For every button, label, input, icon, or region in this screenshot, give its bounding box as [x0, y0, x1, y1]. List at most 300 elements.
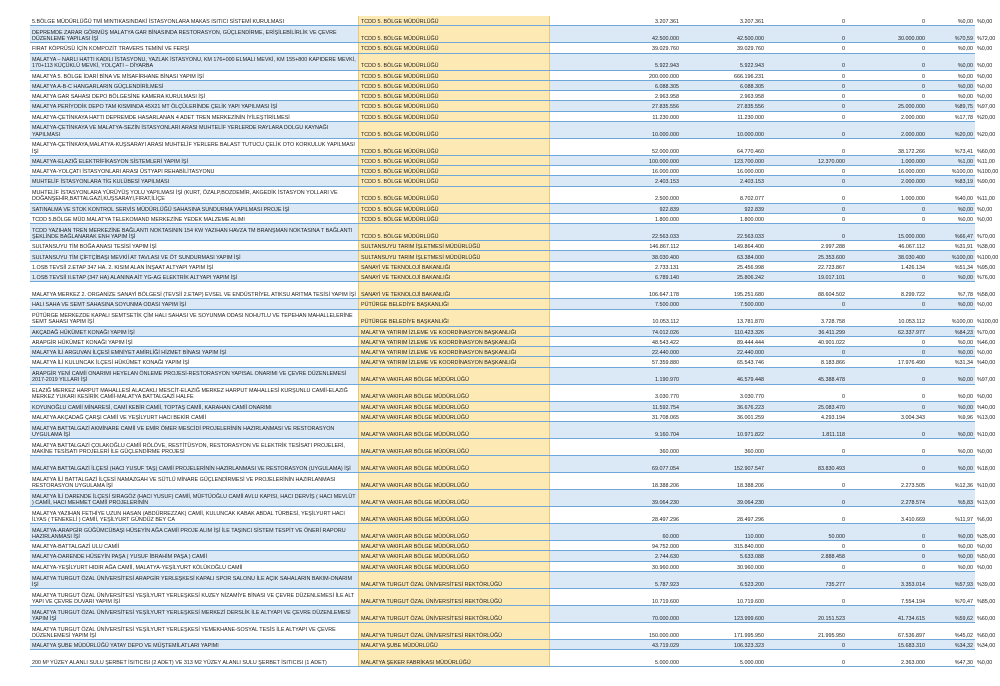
previous-spending-cell: 0 [842, 114, 845, 121]
physical-rate-cell: %46,00 [977, 339, 996, 346]
cash-rate-cell: %57,93 [954, 581, 973, 588]
physical-rate-cell: %40,00 [977, 404, 996, 411]
total-cost-cell: 25.806.242 [737, 275, 764, 282]
project-name-cell: SULTANSUYU TİM ÇİFTÇİBAŞI MEVKİİ AT TAVLASI VE ÖT SUNDURMASI YAPIM İŞİ [32, 254, 241, 261]
table-row [30, 81, 993, 91]
physical-rate-cell: %60,00 [977, 632, 996, 639]
organization-cell: TCDD 5. BÖLGE MÜDÜRLÜĞÜ [358, 122, 550, 138]
total-cost-cell: 10.971.822 [737, 431, 764, 438]
cash-rate-cell: %0,00 [957, 83, 973, 90]
organization-cell: MALATYA ŞEKER FABRİKASI MÜDÜRLÜĞÜ [358, 650, 550, 666]
current-spending-cell: 0 [922, 73, 925, 80]
previous-spending-cell: 12.370.000 [818, 158, 845, 165]
allocation-cell: 3.030.770 [655, 394, 679, 401]
project-name-cell: FIRAT KÖPRÜSÜ İÇİN KOMPOZİT TRAVERS TEMİNİ VE FERŞİ [32, 46, 190, 53]
previous-spending-cell: 0 [842, 196, 845, 203]
allocation-cell: 1.190.970 [655, 377, 679, 384]
table-row [30, 541, 993, 551]
allocation-cell: 10.000.000 [652, 131, 679, 138]
allocation-cell: 38.030.400 [652, 254, 679, 261]
project-name-cell: MALATYA-ÇETİNKAYA,MALATYA-KUŞSARAYI ARASI MUHTELİF YERLERE BALAST TUTUCU ÇELİK OTO KORKULUK YAPILMASI İŞİ [32, 142, 355, 155]
previous-spending-cell: 4.293.194 [821, 414, 845, 421]
organization-cell: MALATYA TURGUT ÖZAL ÜNİVERSİTESİ REKTÖRLÜĞÜ [358, 572, 550, 588]
total-cost-cell: 149.864.400 [734, 244, 764, 251]
current-spending-cell: 62.337.977 [898, 329, 925, 336]
project-name-cell: ELAZIĞ MERKEZ HARPUT MAHALLESİ ALACAKLI MESCİT-ELAZIĞ MERKEZ HARPUT MAHALLESİ KURŞUNLU CAMİİ-ELAZIĞ MERKEZ YUKARI KESİRİK CAMİİ-MALATYA BATTALGAZİ HALFE [32, 388, 348, 401]
organization-cell: TCDD 5. BÖLGE MÜDÜRLÜĞÜ [358, 139, 550, 155]
total-cost-cell: 16.000.000 [737, 169, 764, 176]
total-cost-cell: 123.999.600 [734, 615, 764, 622]
allocation-cell: 31.708.065 [652, 414, 679, 421]
current-spending-cell: 3.353.014 [901, 581, 925, 588]
project-name-cell: MALATYA İLİ KULUNCAK İLÇESİ HÜKÜMET KONAĞI YAPIM İŞİ [32, 360, 190, 367]
current-spending-cell: 0 [922, 564, 925, 571]
previous-spending-cell: 0 [842, 350, 845, 357]
project-name-cell: ARAPGİR YENİ CAMİİ ONARIMI HEYELAN ÖNLEME PROJESİ-RESTORASYON YAPISAL ONARIMI VE ÇEVRE DÜZENLEMESİ 2017-2019 YILLARI İŞİ [32, 371, 347, 384]
table-row [30, 402, 996, 412]
project-name-cell: HALI SAHA VE SEMT SAHASINA SOYUNMA ODASI YAPIM İŞİ [32, 302, 186, 309]
total-cost-cell: 39.064.230 [737, 499, 764, 506]
current-spending-cell: 3.410.669 [901, 516, 925, 523]
allocation-cell: 10.719.600 [652, 598, 679, 605]
project-name-cell: MALATYA BATTALGAZİ İLÇESİ (HACI YUSUF TAŞ) CAMİİ PROJELERİNİN HAZIRLANMASI VE RESTORASYON (UYGULAMA) İŞİ [32, 465, 351, 472]
allocation-cell: 39.029.760 [652, 46, 679, 53]
previous-spending-cell: 0 [842, 206, 845, 213]
previous-spending-cell: 2.997.288 [821, 244, 845, 251]
table-row [30, 91, 993, 101]
current-spending-cell: 2.363.000 [901, 659, 925, 666]
total-cost-cell: 89.444.444 [737, 339, 764, 346]
previous-spending-cell: 2.888.458 [821, 554, 845, 561]
allocation-cell: 42.500.000 [652, 36, 679, 43]
previous-spending-cell: 0 [842, 544, 845, 551]
previous-spending-cell: 19.017.101 [818, 275, 845, 282]
allocation-cell: 7.500.000 [655, 302, 679, 309]
organization-cell: SULTANSUYU TARIM İŞLETMESİ MÜDÜRLÜĞÜ [358, 241, 550, 250]
physical-rate-cell: %18,00 [977, 465, 996, 472]
previous-spending-cell: 25.353.600 [818, 254, 845, 261]
project-name-cell: MALATYA-YOLÇATI İSTASYONLARI ARASI ÜSTYAPI REHABİLİTASYONU [32, 169, 215, 176]
organization-cell: SANAYİ VE TEKNOLOJİ BAKANLIĞI [358, 272, 550, 281]
organization-cell: MALATYA YATIRIM İZLEME VE KOORDİNASYON BAŞKANLIĞI [358, 357, 550, 366]
project-name-cell: ARAPGİR HÜKÜMET KONAĞI YAPIM İŞİ [32, 339, 133, 346]
cash-rate-cell: %0,00 [957, 465, 973, 472]
previous-spending-cell: 0 [842, 302, 845, 309]
total-cost-cell: 315.840.000 [734, 544, 764, 551]
table-row [30, 71, 993, 81]
organization-cell: MALATYA VAKIFLAR BÖLGE MÜDÜRLÜĞÜ [358, 541, 550, 550]
allocation-cell: 360.000 [659, 448, 679, 455]
cash-rate-cell: %0,00 [957, 350, 973, 357]
physical-rate-cell: %50,00 [977, 554, 996, 561]
previous-spending-cell: 0 [842, 148, 845, 155]
table-row [30, 606, 996, 623]
total-cost-cell: 36.001.259 [737, 414, 764, 421]
project-name-cell: MALATYA TURGUT ÖZAL ÜNİVERSİTESİ YEŞİLYURT YERLEŞKESİ MERKEZİ DERSLİK İLE ALTYAPI VE ÇEVRE DÜZENLEMESİ YAPIM İŞİ [32, 609, 351, 622]
previous-spending-cell: 0 [842, 598, 845, 605]
total-cost-cell: 10.719.600 [737, 598, 764, 605]
table-row [30, 337, 996, 347]
previous-spending-cell: 8.183.866 [821, 360, 845, 367]
previous-spending-cell: 25.083.470 [818, 404, 845, 411]
previous-spending-cell: 40.901.022 [818, 339, 845, 346]
table-row [30, 299, 993, 309]
current-spending-cell: 46.067.112 [898, 244, 925, 251]
current-spending-cell: 10.053.112 [898, 319, 925, 326]
physical-rate-cell: %20,00 [977, 131, 996, 138]
project-name-cell: MALATYA İLİ ARGUVAN İLÇESİ EMNİYET AMİRLİĞİ HİZMET BİNASI YAPIM İŞİ [32, 350, 227, 357]
physical-rate-cell: %70,00 [977, 233, 996, 240]
table-row [30, 562, 993, 572]
current-spending-cell: 2.000.000 [901, 114, 925, 121]
total-cost-cell: 3.030.770 [740, 394, 764, 401]
physical-rate-cell: %85,00 [977, 598, 996, 605]
total-cost-cell: 1.800.000 [740, 216, 764, 223]
table-row [30, 122, 996, 139]
current-spending-cell: 0 [922, 350, 925, 357]
allocation-cell: 150.000.000 [649, 632, 679, 639]
allocation-cell: 2.500.000 [655, 196, 679, 203]
previous-spending-cell: 0 [842, 46, 845, 53]
physical-rate-cell: %0,00 [977, 46, 993, 53]
total-cost-cell: 5.000.000 [740, 659, 764, 666]
physical-rate-cell: %0,00 [977, 63, 993, 70]
allocation-cell: 52.000.000 [652, 148, 679, 155]
total-cost-cell: 18.388.206 [737, 482, 764, 489]
cash-rate-cell: %0,00 [957, 94, 973, 101]
current-spending-cell: 15.683.310 [898, 642, 925, 649]
current-spending-cell: 0 [922, 339, 925, 346]
physical-rate-cell: %0,00 [977, 302, 993, 309]
allocation-cell: 2.403.153 [655, 179, 679, 186]
current-spending-cell: 15.000.000 [898, 233, 925, 240]
physical-rate-cell: %0,00 [977, 73, 993, 80]
previous-spending-cell: 0 [842, 63, 845, 70]
allocation-cell: 30.960.000 [652, 564, 679, 571]
total-cost-cell: 42.500.000 [737, 36, 764, 43]
allocation-cell: 922.839 [659, 206, 679, 213]
allocation-cell: 60.000 [662, 533, 679, 540]
previous-spending-cell: 45.388.478 [818, 377, 845, 384]
allocation-cell: 5.922.943 [655, 63, 679, 70]
previous-spending-cell: 0 [842, 19, 845, 26]
organization-cell: MALATYA YATIRIM İZLEME VE KOORDİNASYON BAŞKANLIĞI [358, 337, 550, 346]
current-spending-cell: 0 [922, 431, 925, 438]
project-name-cell: MALATYA 5. BÖLGE İDARİ BİNA VE MİSAFİRHANE BİNASI YAPIM İŞİ [32, 73, 204, 80]
allocation-cell: 6.789.140 [655, 275, 679, 282]
allocation-cell: 22.440.000 [652, 350, 679, 357]
physical-rate-cell: %97,00 [977, 104, 996, 111]
allocation-cell: 6.088.305 [655, 83, 679, 90]
current-spending-cell: 0 [922, 465, 925, 472]
table-row [30, 262, 996, 272]
total-cost-cell: 2.403.153 [740, 179, 764, 186]
cash-rate-cell: %0,00 [957, 275, 973, 282]
physical-rate-cell: %6,00 [977, 516, 993, 523]
cash-rate-cell: %70,47 [954, 598, 973, 605]
current-spending-cell: 41.734.615 [898, 615, 925, 622]
total-cost-cell: 36.676.223 [737, 404, 764, 411]
allocation-cell: 57.359.880 [652, 360, 679, 367]
current-spending-cell: 16.000.000 [898, 169, 925, 176]
table-row [30, 241, 996, 251]
organization-cell: TCDD 5. BÖLGE MÜDÜRLÜĞÜ [358, 81, 550, 90]
cash-rate-cell: %17,78 [954, 114, 973, 121]
organization-cell: MALATYA YATIRIM İZLEME VE KOORDİNASYON BAŞKANLIĞI [358, 327, 550, 336]
allocation-cell: 18.388.206 [652, 482, 679, 489]
project-name-cell: MALATYA İLİ BATTALGAZİ İLÇESİ NAMAZGAH VE SÜTLÜ MİNARE GÜÇLENDİRMESİ VE PROJELERİNİN HAZIRLANMASI RESTORASYON UYGULAMA İŞİ [32, 476, 336, 489]
project-name-cell: PÜTÜRGE MERKEZDE KAPALI SEMTSETİK ÇİM HALI SAHASI VE SOYUNMA ODASI NOHUTLU VE TEPEHAN MAHALLELERİNE SEMT SAHASI YAPIM İŞİ [32, 313, 353, 326]
project-name-cell: MALATYA-ÇETİNKAYA VE MALATYA-SEZİN İSTASYONLARI ARASI MUHTELİF YERLERDE RAYLARA DOLGU KAYNAĞI YAPILMASI [32, 125, 329, 138]
cash-rate-cell: %47,30 [954, 659, 973, 666]
table-row [30, 490, 996, 507]
organization-cell: MALATYA VAKIFLAR BÖLGE MÜDÜRLÜĞÜ [358, 473, 550, 489]
cash-rate-cell: %0,00 [957, 63, 973, 70]
physical-rate-cell: %10,00 [977, 482, 996, 489]
total-cost-cell: 360.000 [744, 448, 764, 455]
project-name-cell: MALATYA – NARLI HATTI KADILI İSTASYONU, YAZLAK İSTASYONU, KM 176+000 ELMALI MEVKİ, KM 155+800 KAPIDERE MEVKİ, 170+113 KÜÇÜKLÜ MEVKİ, YOLÇATI – DİYARBA [32, 57, 356, 70]
previous-spending-cell: 0 [842, 659, 845, 666]
total-cost-cell: 27.835.556 [737, 104, 764, 111]
cash-rate-cell: %5,83 [957, 499, 973, 506]
organization-cell: TCDD 5. BÖLGE MÜDÜRLÜĞÜ [358, 204, 550, 213]
table-row [30, 26, 996, 43]
allocation-cell: 94.752.000 [652, 544, 679, 551]
current-spending-cell: 0 [922, 19, 925, 26]
previous-spending-cell: 0 [842, 233, 845, 240]
organization-cell: TCDD 5. BÖLGE MÜDÜRLÜĞÜ [358, 26, 550, 42]
current-spending-cell: 0 [922, 394, 925, 401]
previous-spending-cell: 735.277 [825, 581, 845, 588]
table-row [30, 385, 993, 402]
physical-rate-cell: %90,00 [977, 179, 996, 186]
allocation-cell: 27.835.556 [652, 104, 679, 111]
total-cost-cell: 46.579.448 [737, 377, 764, 384]
cash-rate-cell: %70,59 [954, 36, 973, 43]
organization-cell: SANAYİ VE TEKNOLOJİ BAKANLIĞI [358, 262, 550, 271]
total-cost-cell: 8.702.077 [740, 196, 764, 203]
current-spending-cell: 0 [922, 216, 925, 223]
physical-rate-cell: %0,00 [977, 216, 993, 223]
project-name-cell: MALATYA GAR SAHASI DEPO BÖLGESİNE KAMERA KURULMASI İŞİ [32, 94, 205, 101]
project-name-cell: MALATYA-BATTALGAZİ ULU CAMİİ [32, 544, 120, 551]
current-spending-cell: 0 [922, 46, 925, 53]
current-spending-cell: 0 [922, 83, 925, 90]
physical-rate-cell: %100,00 [977, 169, 999, 176]
table-row [30, 357, 996, 367]
allocation-cell: 200.000.000 [649, 73, 679, 80]
current-spending-cell: 17.976.490 [898, 360, 925, 367]
physical-rate-cell: %20,00 [977, 114, 996, 121]
cash-rate-cell: %0,00 [957, 404, 973, 411]
table-row [30, 176, 996, 186]
project-name-cell: MALATYA TURGUT ÖZAL ÜNİVERSİTESİ YEŞİLYURT YERLEŞKESİ YEMEKHANE-SOSYAL TESİS İLE ALTYAPI VE ÇEVRE DÜZENLEMESİ YAPIM İŞİ [32, 626, 336, 639]
physical-rate-cell: %0,00 [977, 83, 993, 90]
allocation-cell: 22.563.033 [652, 233, 679, 240]
total-cost-cell: 65.543.746 [737, 360, 764, 367]
table-row [30, 282, 996, 299]
project-name-cell: MUHTELİF İSTASYONLARA TİG KULÜBESİ YAPILMASI [32, 179, 170, 186]
project-name-cell: SULTANSUYU TİM BOĞA ANASI TESİSİ YAPIM İŞİ [32, 244, 157, 251]
physical-rate-cell: %0,00 [977, 350, 993, 357]
cash-rate-cell: %0,00 [957, 394, 973, 401]
total-cost-cell: 6.523.200 [740, 581, 764, 588]
organization-cell: TCDD 5. BÖLGE MÜDÜRLÜĞÜ [358, 43, 550, 52]
allocation-cell: 9.160.704 [655, 431, 679, 438]
project-name-cell: MALATYA TURGUT ÖZAL ÜNİVERSİTESİ YEŞİLYURT YERLEŞKESİ KUZEY NİZAMİYE BİNASI VE ÇEVRE DÜZENLEMESİ İLE ALT YAPI VE ÇEVRE DUVARI YAPIM İŞİ [32, 592, 355, 605]
total-cost-cell: 195.251.680 [734, 292, 764, 299]
physical-rate-cell: %11,00 [977, 196, 995, 203]
physical-rate-cell: %39,00 [977, 581, 996, 588]
cash-rate-cell: %51,34 [954, 264, 973, 271]
current-spending-cell: 38.172.266 [898, 148, 925, 155]
cash-rate-cell: %100,00 [951, 254, 973, 261]
organization-cell: TCDD 5. BÖLGE MÜDÜRLÜĞÜ [358, 54, 550, 70]
total-cost-cell: 30.960.000 [737, 564, 764, 571]
project-name-cell: 200 M³ YÜZEY ALANLI SULU ŞERBET İSITICISI (2 ADET) VE 313 M2 YÜZEY ALANLI SULU ŞERBET İSITICISI (1 ADET) [32, 659, 327, 666]
previous-spending-cell: 0 [842, 131, 845, 138]
cash-rate-cell: %11,97 [955, 516, 973, 523]
current-spending-cell: 8.299.722 [901, 292, 925, 299]
cash-rate-cell: %100,00 [951, 169, 973, 176]
project-name-cell: TCDD YAZIHAN TREN MERKEZİNE BAĞLANTI NOKTASININ 154 KW YAZIHAN HAVZA TM BRANŞMAN NOKTASINA T BAĞLANTI ŞEKLİNDE BAĞLANARAK ENH YAPIM İŞİ [32, 227, 353, 240]
table-row [30, 507, 993, 524]
organization-cell: TCDD 5. BÖLGE MÜDÜRLÜĞÜ [358, 101, 550, 110]
project-name-cell: MALATYA-ELAZIĞ ELEKTRİFİKASYON SİSTEMLERİ YAPIM İŞİ [32, 158, 188, 165]
table-row [30, 251, 999, 261]
cash-rate-cell: %7,78 [957, 292, 973, 299]
organization-cell: MALATYA VAKIFLAR BÖLGE MÜDÜRLÜĞÜ [358, 507, 550, 523]
cash-rate-cell: %1,00 [957, 158, 973, 165]
total-cost-cell: 13.781.870 [737, 319, 764, 326]
organization-cell: MALATYA TURGUT ÖZAL ÜNİVERSİTESİ REKTÖRLÜĞÜ [358, 606, 550, 622]
table-row [30, 224, 996, 241]
previous-spending-cell: 0 [842, 516, 845, 523]
physical-rate-cell: %0,00 [977, 448, 993, 455]
cash-rate-cell: %0,00 [957, 554, 973, 561]
cash-rate-cell: %0,00 [957, 302, 973, 309]
allocation-cell: 28.497.296 [652, 516, 679, 523]
current-spending-cell: 0 [922, 533, 925, 540]
table-row [30, 272, 996, 282]
previous-spending-cell: 0 [842, 94, 845, 101]
organization-cell: MALATYA TURGUT ÖZAL ÜNİVERSİTESİ REKTÖRLÜĞÜ [358, 589, 550, 605]
physical-rate-cell: %95,00 [977, 264, 996, 271]
physical-rate-cell: %34,00 [977, 642, 996, 649]
project-name-cell: MALATYA AKÇADAĞ ÇARŞI CAMİİ VE YEŞİLYURT HACI BEKİR CAMİİ [32, 414, 207, 421]
cash-rate-cell: %66,47 [954, 233, 973, 240]
previous-spending-cell: 0 [842, 36, 845, 43]
table-row [30, 156, 995, 166]
previous-spending-cell: 1.811.118 [821, 431, 845, 438]
total-cost-cell: 171.995.950 [734, 632, 764, 639]
organization-cell: TCDD 5. BÖLGE MÜDÜRLÜĞÜ [358, 16, 550, 25]
current-spending-cell: 0 [922, 544, 925, 551]
current-spending-cell: 67.536.897 [898, 632, 925, 639]
table-row [30, 327, 996, 337]
total-cost-cell: 123.700.000 [734, 158, 764, 165]
physical-rate-cell: %100,00 [977, 319, 999, 326]
current-spending-cell: 0 [922, 448, 925, 455]
table-row [30, 43, 993, 53]
physical-rate-cell: %70,00 [977, 329, 996, 336]
organization-cell: MALATYA VAKIFLAR BÖLGE MÜDÜRLÜĞÜ [358, 456, 550, 472]
allocation-cell: 2.733.131 [655, 264, 679, 271]
project-name-cell: AKÇADAĞ HÜKÜMET KONAĞI YAPIM İŞİ [32, 329, 135, 336]
current-spending-cell: 0 [922, 554, 925, 561]
total-cost-cell: 22.563.033 [737, 233, 764, 240]
organization-cell: MALATYA VAKIFLAR BÖLGE MÜDÜRLÜĞÜ [358, 490, 550, 506]
organization-cell: MALATYA VAKIFLAR BÖLGE MÜDÜRLÜĞÜ [358, 524, 550, 540]
organization-cell: MALATYA VAKIFLAR BÖLGE MÜDÜRLÜĞÜ [358, 551, 550, 560]
current-spending-cell: 0 [922, 404, 925, 411]
allocation-cell: 1.800.000 [655, 216, 679, 223]
allocation-cell: 69.077.054 [652, 465, 679, 472]
table-row [30, 524, 996, 541]
physical-rate-cell: %100,00 [977, 254, 999, 261]
organization-cell: TCDD 5. BÖLGE MÜDÜRLÜĞÜ [358, 91, 550, 100]
cash-rate-cell: %20,00 [954, 131, 973, 138]
physical-rate-cell: %60,00 [977, 615, 996, 622]
organization-cell: SANAYİ VE TEKNOLOJİ BAKANLIĞI [358, 282, 550, 298]
physical-rate-cell: %13,00 [977, 499, 996, 506]
project-name-cell: MALATYA BATTALGAZİ ÇOLAKOĞLU CAMİİ RÖLÖVE, RESTİTÜSYON, RESTORASYON VE ELEKTRİK TESİSATI PROJELERİ, MAKİNE TESİSATI PROJELERİ İLE GÜÇLENDİRME PROJESİ [32, 442, 345, 455]
project-name-cell: MALATYA-ARAPGİR GÜĞÜMCÜBAŞI HÜSEYİN AĞA CAMİİ PROJE ALIM İŞİ İLE TAŞINCI SİSTEM TESPİT VE ÖNERİ RAPORU HAZIRLANMASI İŞİ [32, 527, 346, 540]
current-spending-cell: 0 [922, 206, 925, 213]
cash-rate-cell: %0,00 [957, 339, 973, 346]
previous-spending-cell: 0 [842, 394, 845, 401]
organization-cell: MALATYA VAKIFLAR BÖLGE MÜDÜRLÜĞÜ [358, 562, 550, 571]
table-row [30, 187, 995, 204]
current-spending-cell: 30.000.000 [898, 36, 925, 43]
total-cost-cell: 5.922.943 [740, 63, 764, 70]
cash-rate-cell: %83,19 [954, 179, 973, 186]
previous-spending-cell: 0 [842, 482, 845, 489]
previous-spending-cell: 0 [842, 73, 845, 80]
project-name-cell: MUHTELİF İSTASYONLARA YÜRÜYÜŞ YOLU YAPILMASI İŞİ (KURT, ÖZALP,BOZDEMİR, AKGEDİK İSTASYON YOLLARI VE DOĞANŞEHİR,BATTALGAZİ,KUŞSARAYI,FIRAT,İLİÇE [32, 190, 338, 203]
allocation-cell: 11.592.754 [652, 404, 679, 411]
allocation-cell: 2.744.630 [655, 554, 679, 561]
previous-spending-cell: 0 [842, 642, 845, 649]
table-row [30, 139, 996, 156]
cash-rate-cell: %0,00 [957, 564, 973, 571]
physical-rate-cell: %97,00 [977, 377, 996, 384]
allocation-cell: 48.543.422 [652, 339, 679, 346]
organization-cell: PÜTÜRGE BELEDİYE BAŞKANLIĞI [358, 310, 550, 326]
total-cost-cell: 5.633.088 [740, 554, 764, 561]
project-name-cell: 1.OSB TEVSİİ 2.ETAP 347 HA. 2. KISIM ALAN İNŞAAT ALTYAPI YAPIM İŞİ [32, 264, 214, 271]
current-spending-cell: 1.000.000 [901, 158, 925, 165]
physical-rate-cell: %0,00 [977, 19, 993, 26]
current-spending-cell: 2.000.000 [901, 131, 925, 138]
previous-spending-cell: 0 [842, 104, 845, 111]
current-spending-cell: 25.000.000 [898, 104, 925, 111]
total-cost-cell: 25.456.998 [737, 264, 764, 271]
previous-spending-cell: 83.830.493 [818, 465, 845, 472]
cash-rate-cell: %0,00 [957, 206, 973, 213]
table-row [30, 551, 996, 561]
cash-rate-cell: %59,62 [954, 615, 973, 622]
allocation-cell: 5.787.923 [655, 581, 679, 588]
total-cost-cell: 64.770.460 [737, 148, 764, 155]
previous-spending-cell: 0 [842, 216, 845, 223]
physical-rate-cell: %0,00 [977, 544, 993, 551]
allocation-cell: 100.000.000 [649, 158, 679, 165]
previous-spending-cell: 0 [842, 499, 845, 506]
table-row [30, 422, 996, 439]
current-spending-cell: 1.000.000 [901, 196, 925, 203]
previous-spending-cell: 0 [842, 564, 845, 571]
